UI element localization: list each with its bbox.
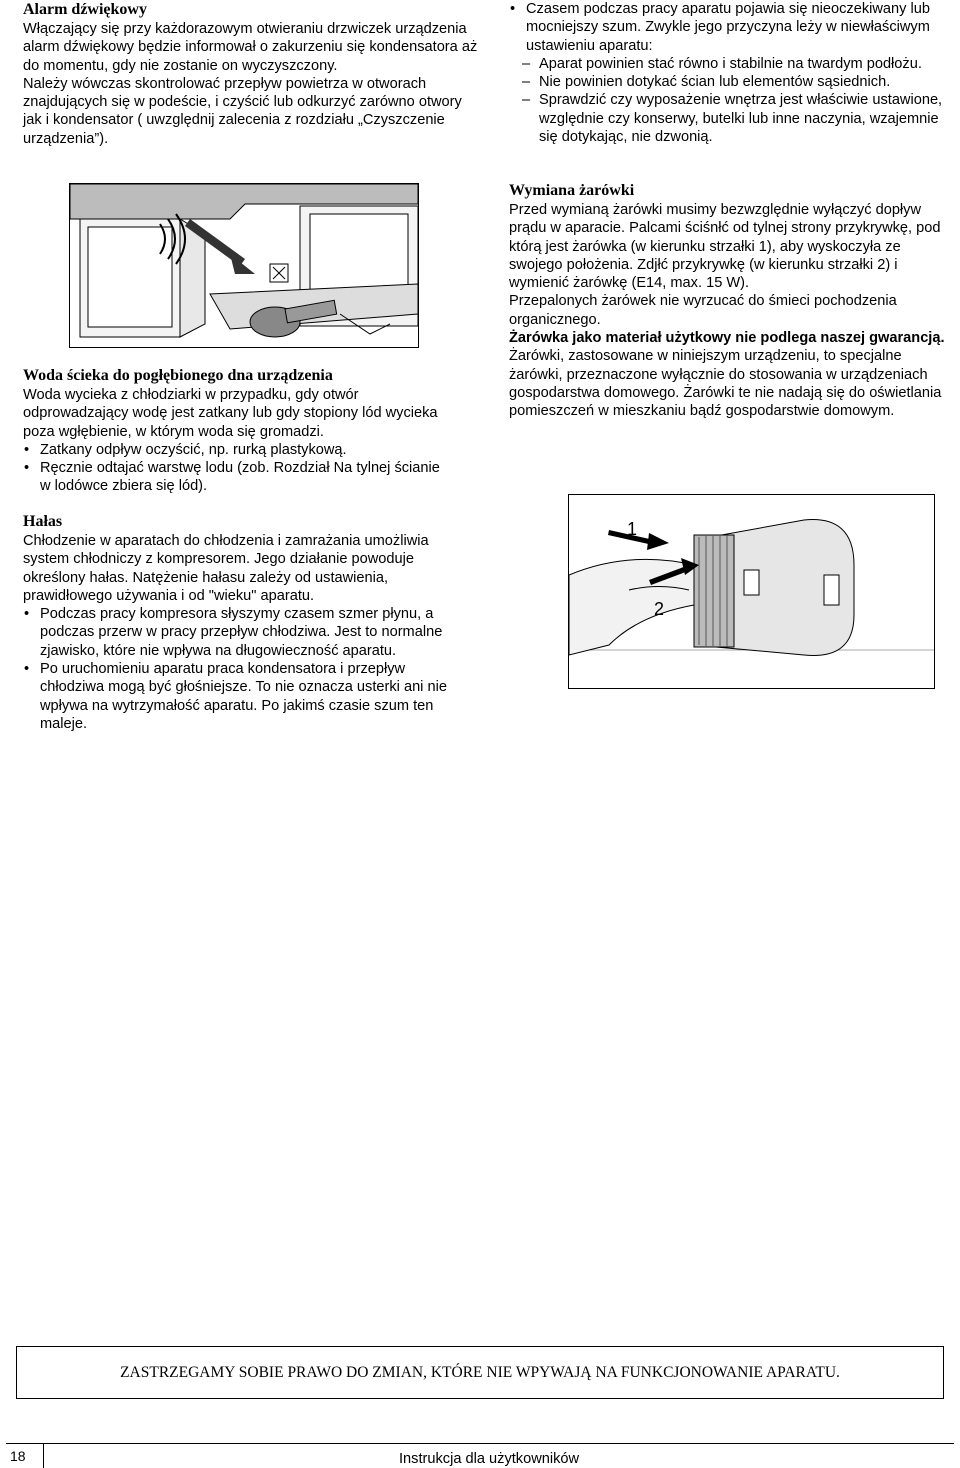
list-item: • Czasem podczas pracy aparatu pojawia się nieoczekiwany lub mocniejszy szum. Zwykle jego przyczyna leży w niewłaściwym ustawieniu aparatu: (509, 0, 949, 55)
notice-box (16, 1346, 944, 1399)
noise-continued-list (509, 0, 949, 55)
arrow-label-1: 1 (627, 519, 638, 539)
bulb-section (509, 181, 949, 421)
footer-title: Instrukcja dla użytkowników (399, 1451, 580, 1467)
page-number: 18 (10, 1448, 26, 1464)
footer-divider (6, 1443, 954, 1444)
noise-bullet-list (23, 605, 463, 733)
noise-continued-section (509, 0, 949, 146)
noise-dash-list (509, 55, 949, 146)
footer-vertical-divider (43, 1443, 44, 1468)
bulb-paragraph-1: Przed wymianą żarówki musimy bezwzględnie wyłączyć dopływ prądu w aparacie. Palcami ściśnłć od tylnej strony przykrywkę, pod którą jest żarówka (w kierunku strzałki 1), aby wyskoczyła ze swojego położenia. Zdjłć przykrywkę (w kierunku strzałki 2) i wymienić żarówkę (E14, max. 15 W). (509, 202, 941, 292)
notice-text: ZASTRZEGAMY SOBIE PRAWO DO ZMIAN, KTÓRE NIE WPYWAJĄ NA FUNKCJONOWANIE APARATU. (120, 1364, 840, 1381)
alarm-section (23, 0, 478, 148)
noise-section (23, 512, 463, 733)
noise-title: Hałas (23, 513, 63, 530)
water-paragraph: Woda wycieka z chłodziarki w przypadku, gdy otwór odprowadzający wodę jest zatkany lub gdy stopiony lód wycieka poza wgłębienie, w którym woda się gromadzi. (23, 387, 438, 440)
list-item: • Podczas pracy kompresora słyszymy czasem szmer płynu, a podczas przerw w pracy przepływ chłodziwa. Jest to normalne zjawisko, które nie wpływa na długowieczność aparatu. (23, 605, 463, 660)
list-item: – Aparat powinien stać równo i stabilnie na twardym podłożu. (509, 55, 949, 73)
condenser-cleaning-illustration (69, 183, 419, 348)
list-item: – Sprawdzić czy wyposażenie wnętrza jest właściwie ustawione, względnie czy konserwy, butelki lub inne naczynia, wzajemnie się dotykając, nie dzwonią. (509, 91, 949, 146)
bulb-warranty-warning: Żarówka jako materiał użytkowy nie podlega naszej gwarancją. (509, 330, 945, 347)
list-item: • Po uruchomieniu aparatu praca kondensatora i przepływ chłodziwa mogą być głośniejsze. To nie oznacza usterki ani nie wpływa na wytrzymałość aparatu. Po jakimś czasie szum ten maleje. (23, 660, 463, 733)
water-bullet-list (23, 441, 453, 496)
arrow-label-2: 2 (654, 599, 665, 619)
bulb-paragraph-2: Przepalonych żarówek nie wyrzucać do śmieci pochodzenia organicznego. (509, 293, 897, 328)
alarm-paragraph-2: Należy wówczas skontrolować przepływ powietrza w otworach znajdujących się w podeście, i czyścić lub odkurzyć zarówno otwory jak i kondensator ( uwzględnij zalecenia z rozdziału „Czyszczenie urządzenia”). (23, 75, 462, 147)
noise-paragraph: Chłodzenie w aparatach do chłodzenia i zamrażania umożliwia system chłodniczy z kompresorem. Jego działanie powoduje określony hałas. Natężenie hałasu zależy od ustawienia, prawidłowego używania i od "wieku" aparatu. (23, 533, 429, 604)
list-item: • Zatkany odpływ oczyścić, np. rurką plastykową. (23, 441, 453, 459)
alarm-paragraph-1: Włączający się przy każdorazowym otwieraniu drzwiczek urządzenia alarm dźwiękowy będzie informował o zakurzeniu się kondensatora aż do momentu, gdy nie zostanie on wyczyszczony. (23, 21, 478, 74)
water-section (23, 366, 453, 496)
bulb-title: Wymiana żarówki (509, 182, 635, 199)
list-item: • Ręcznie odtajać warstwę lodu (zob. Rozdział Na tylnej ścianie w lodówce zbiera się lód). (23, 459, 453, 496)
bulb-paragraph-3: Żarówki, zastosowane w niniejszym urządzeniu, to specjalne żarówki, przeznaczone wyłącznie do stosowania w urządzeniach gospodarstwa domowego. Żarówki te nie nadają się do oświetlania pomieszczeń w mieszkaniu bądź gospodarstwie domowym. (509, 348, 942, 420)
list-item: – Nie powinien dotykać ścian lub elementów sąsiednich. (509, 73, 949, 91)
bulb-replacement-illustration (568, 494, 935, 689)
condenser-illustration-svg (70, 184, 418, 347)
water-title: Woda ścieka do pogłębionego dna urządzenia (23, 367, 333, 384)
bulb-illustration-svg (569, 495, 934, 688)
alarm-title: Alarm dźwiękowy (23, 1, 147, 18)
